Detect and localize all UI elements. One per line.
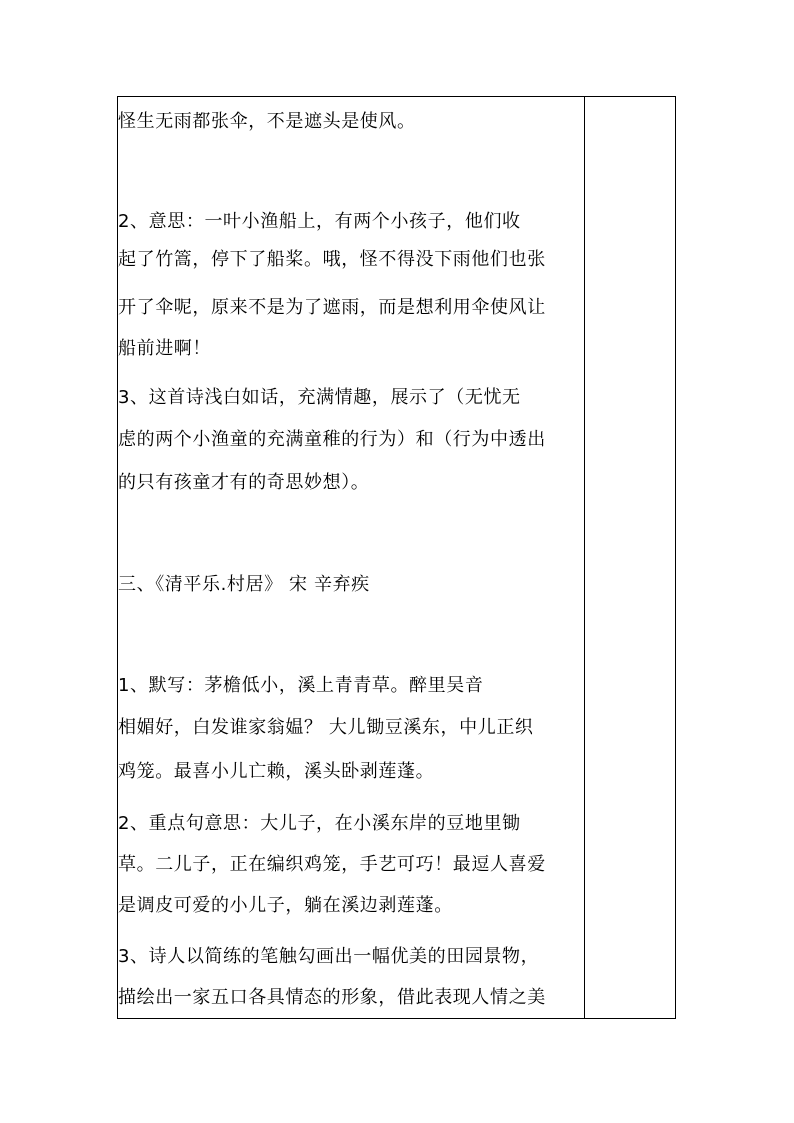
section-heading: 三、《清平乐.村居》 宋 辛弃疾	[118, 574, 370, 595]
text-line: 的只有孩童才有的奇思妙想）。	[118, 472, 370, 493]
text-line: 2、重点句意思：大儿子，在小溪东岸的豆地里锄	[118, 813, 521, 834]
text-line: 船前进啊！	[118, 338, 211, 359]
text-line: 草。二儿子，正在编织鸡笼，手艺可巧！最逗人喜爱	[118, 854, 546, 875]
content-table	[117, 96, 676, 1019]
text-line: 1、默写：茅檐低小，溪上青青草。醉里吴音	[118, 675, 484, 696]
text-line: 3、这首诗浅白如话，充满情趣，展示了（无忧无	[118, 387, 521, 408]
text-line: 相媚好，白发谁家翁媪？ 大儿锄豆溪东，中儿正织	[118, 717, 534, 738]
text-line: 开了伞呢，原来不是为了遮雨，而是想利用伞使风让	[118, 297, 546, 318]
text-line: 虑的两个小渔童的充满童稚的行为）和（行为中透出	[118, 429, 546, 450]
text-line: 3、诗人以简练的笔触勾画出一幅优美的田园景物，	[118, 946, 540, 967]
text-line: 描绘出一家五口各具情态的形象，借此表现人情之美	[118, 987, 546, 1008]
text-line: 是调皮可爱的小儿子，躺在溪边剥莲蓬。	[118, 895, 453, 916]
text-line: 鸡笼。最喜小儿亡赖，溪头卧剥莲蓬。	[118, 761, 435, 782]
text-line: 2、意思：一叶小渔船上，有两个小孩子，他们收	[118, 211, 521, 232]
text-line: 起了竹篙，停下了船桨。哦，怪不得没下雨他们也张	[118, 249, 546, 270]
text-line: 怪生无雨都张伞，不是遮头是使风。	[118, 111, 416, 132]
column-divider	[584, 97, 585, 1018]
